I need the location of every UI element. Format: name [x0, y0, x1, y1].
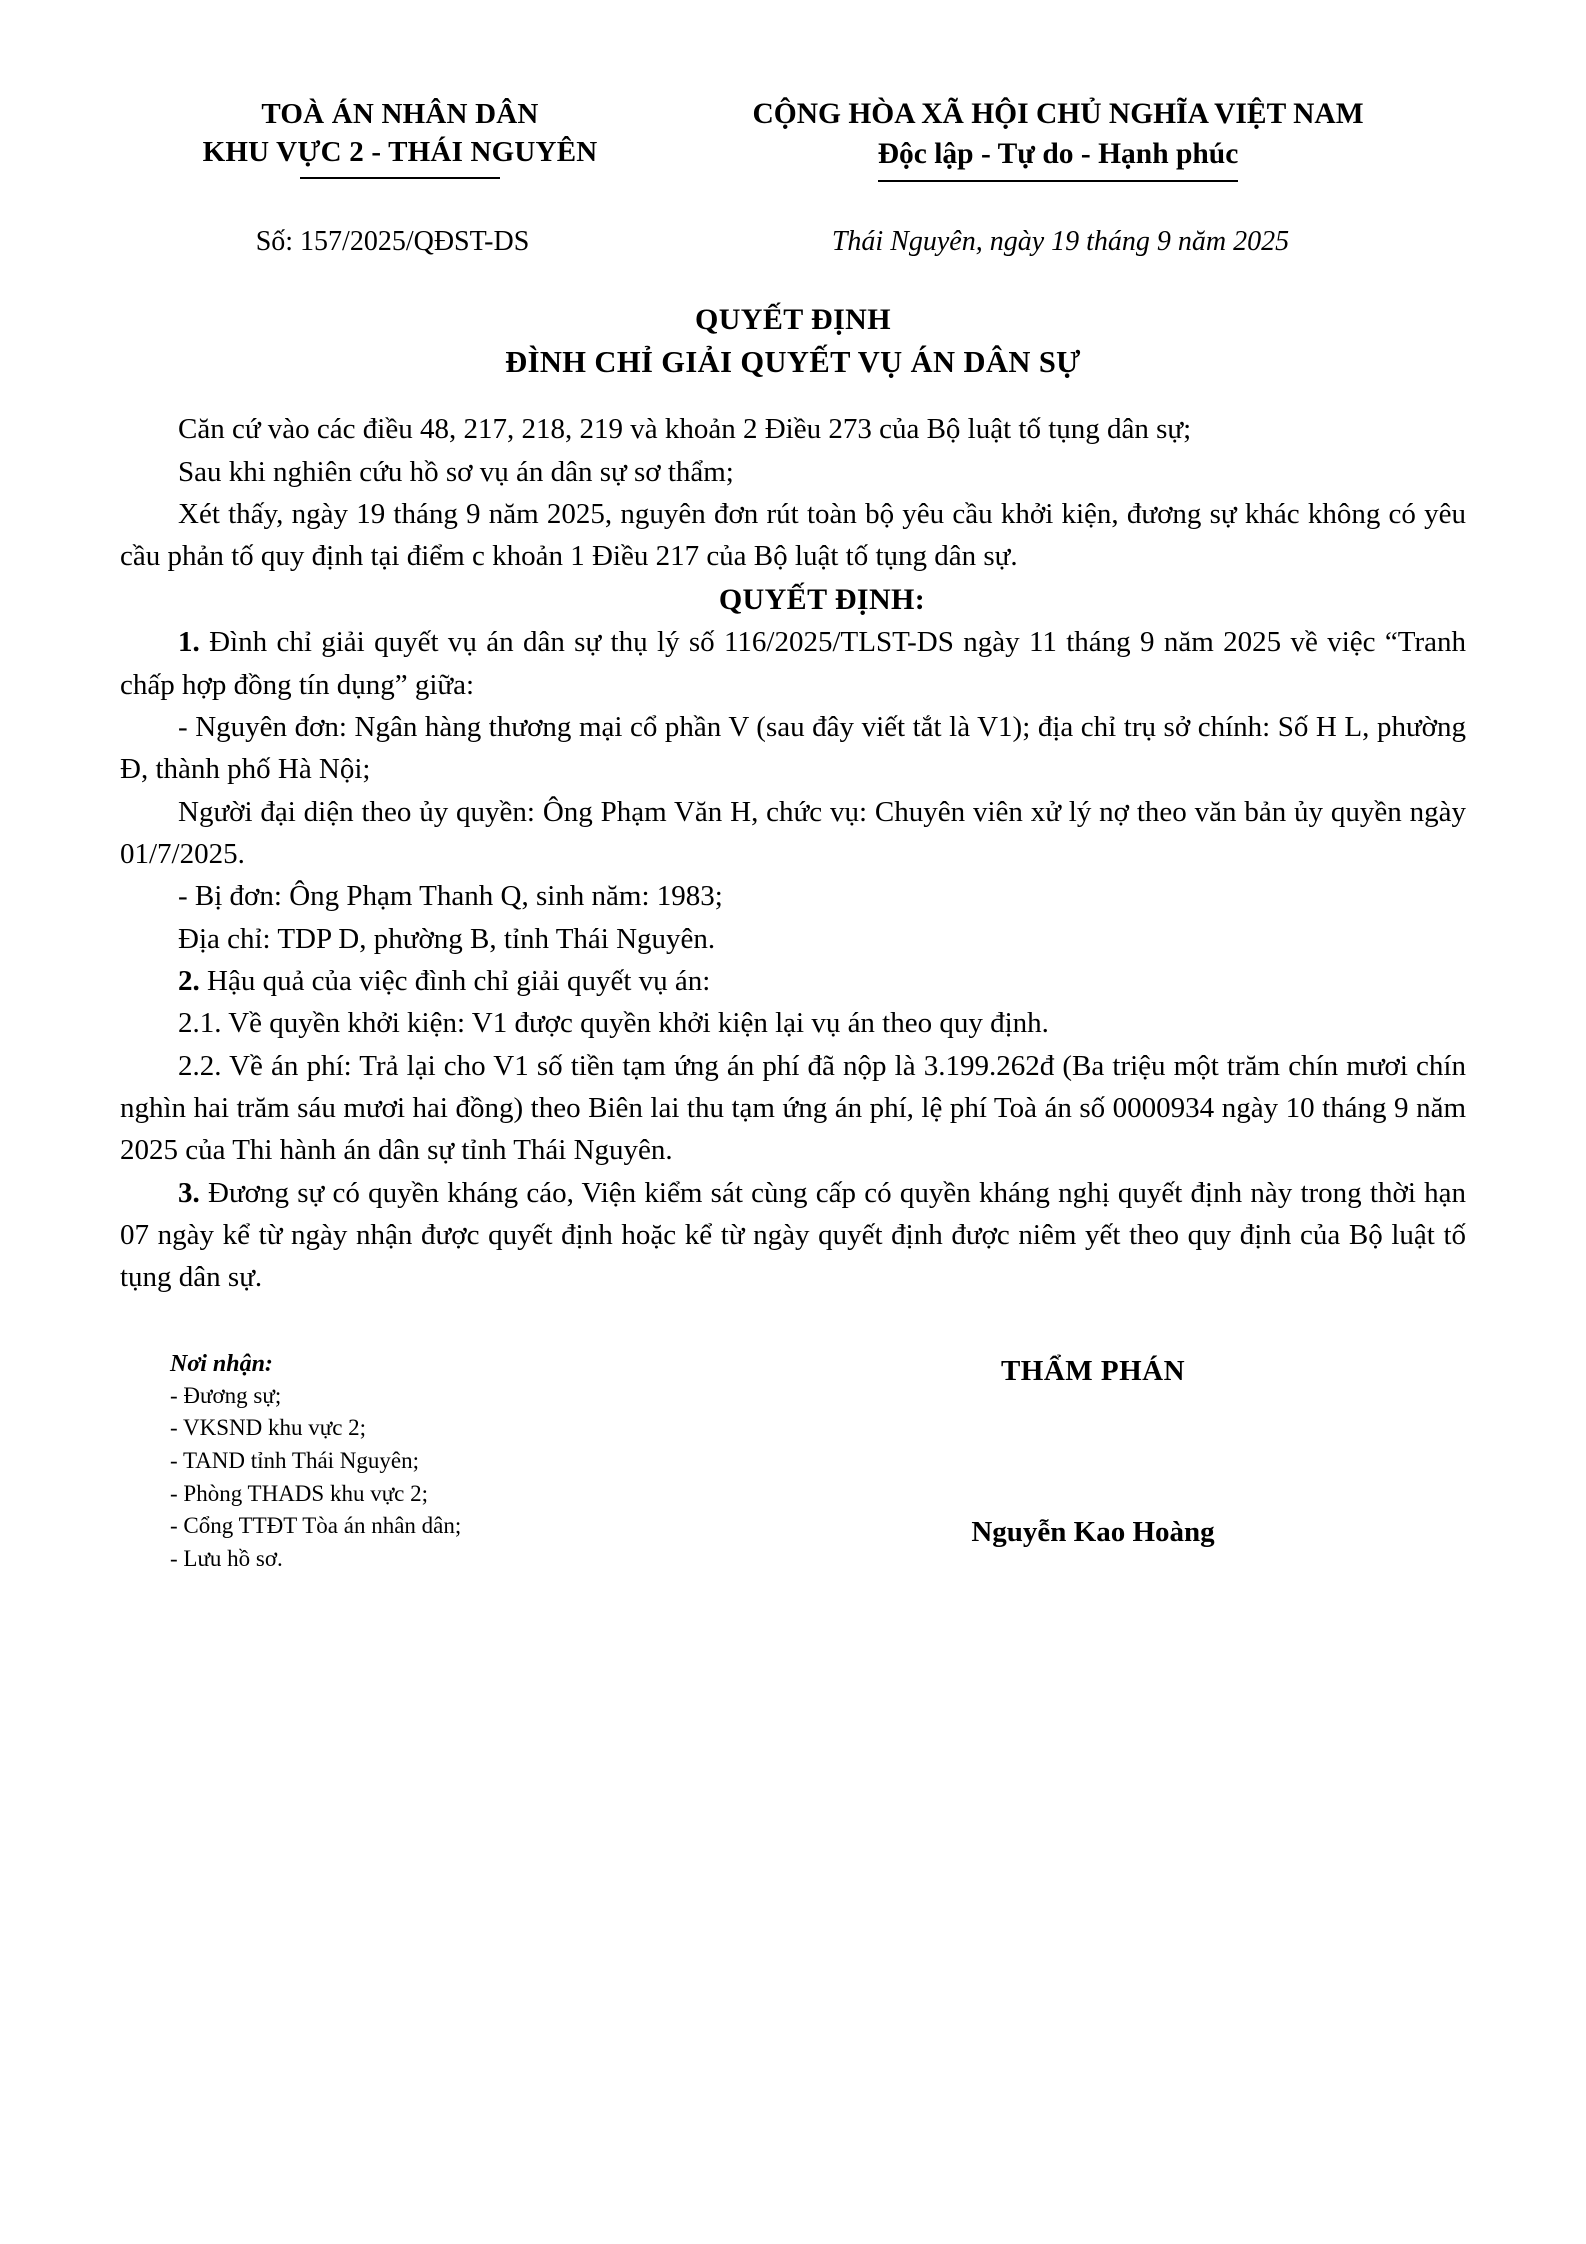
national-heading	[640, 95, 1466, 182]
paragraph-legal-basis: Căn cứ vào các điều 48, 217, 218, 219 và khoản 2 Điều 273 của Bộ luật tố tụng dân sự;	[178, 413, 1192, 446]
document-footer	[120, 1351, 1466, 1576]
recipients-list	[170, 1380, 760, 1576]
page-subtitle: ĐÌNH CHỈ GIẢI QUYẾT VỤ ÁN DÂN SỰ	[505, 344, 1081, 379]
decision-heading: QUYẾT ĐỊNH:	[718, 582, 926, 616]
document-title-block	[120, 300, 1466, 383]
party-representative: Người đại diện theo ủy quyền: Ông Phạm Văn H, chức vụ: Chuyên viên xử lý nợ theo văn bản ủy quyền ngày 01/7/2025.	[120, 795, 1466, 871]
decision-item-3-number: 3.	[178, 1176, 200, 1209]
decision-item-1	[120, 621, 1466, 706]
signer-title: THẨM PHÁN	[1000, 1354, 1186, 1387]
national-line-2: Độc lập - Tự do - Hạnh phúc	[877, 137, 1239, 170]
decision-item-2-1: 2.1. Về quyền khởi kiện: V1 được quyền khởi kiện lại vụ án theo quy định.	[178, 1007, 1049, 1040]
decision-item-2-2: 2.2. Về án phí: Trả lại cho V1 số tiền tạm ứng án phí đã nộp là 3.199.262đ (Ba triệu một trăm chín mươi chín nghìn hai trăm sáu mươi hai đồng) theo Biên lai thu tạm ứng án phí, lệ phí Toà án số 0000934 ngày 10 tháng 9 năm 2025 của Thi hành án dân sự tỉnh Thái Nguyên.	[120, 1049, 1466, 1167]
authority-underline	[300, 177, 500, 179]
decision-item-2-text: Hậu quả của việc đình chỉ giải quyết vụ án:	[199, 965, 711, 998]
recipients-title: Nơi nhận:	[170, 1350, 273, 1377]
document-header	[120, 95, 1466, 182]
authority-line-2: KHU VỰC 2 - THÁI NGUYÊN	[202, 136, 598, 169]
list-item: - VKSND khu vực 2;	[170, 1415, 367, 1441]
national-line-1: CỘNG HÒA XÃ HỘI CHỦ NGHĨA VIỆT NAM	[752, 98, 1364, 130]
paragraph-case-review: Sau khi nghiên cứu hồ sơ vụ án dân sự sơ thẩm;	[178, 455, 734, 488]
decision-item-3	[120, 1172, 1466, 1299]
list-item: - Lưu hồ sơ.	[170, 1545, 283, 1571]
list-item: - Phòng THADS khu vực 2;	[170, 1480, 429, 1506]
national-underline	[878, 180, 1238, 182]
document-number: Số: 157/2025/QĐST-DS	[255, 225, 530, 257]
list-item: - TAND tỉnh Thái Nguyên;	[170, 1447, 420, 1473]
party-defendant: - Bị đơn: Ông Phạm Thanh Q, sinh năm: 1983;	[178, 880, 723, 913]
recipients-block	[120, 1351, 760, 1576]
document-body	[120, 408, 1466, 1298]
page-title: QUYẾT ĐỊNH	[695, 302, 891, 336]
party-defendant-address: Địa chỉ: TDP D, phường B, tỉnh Thái Nguyên.	[178, 922, 716, 955]
signature-block	[760, 1351, 1466, 1576]
signer-name: Nguyễn Kao Hoàng	[971, 1515, 1215, 1548]
decision-item-2-number: 2.	[178, 965, 200, 998]
decision-item-1-text: Đình chỉ giải quyết vụ án dân sự thụ lý số 116/2025/TLST-DS ngày 11 tháng 9 năm 2025 về việc “Tranh chấp hợp đồng tín dụng” giữa:	[120, 626, 1466, 701]
document-meta-row	[120, 226, 1466, 258]
issuing-authority	[120, 95, 640, 179]
decision-item-3-text: Đương sự có quyền kháng cáo, Viện kiểm sát cùng cấp có quyền kháng nghị quyết định này trong thời hạn 07 ngày kể từ ngày nhận được quyết định hoặc kể từ ngày quyết định được niêm yết theo quy định của Bộ luật tố tụng dân sự.	[120, 1176, 1466, 1294]
party-plaintiff: - Nguyên đơn: Ngân hàng thương mại cổ phần V (sau đây viết tắt là V1); địa chỉ trụ sở chính: Số H L, phường Đ, thành phố Hà Nội;	[120, 711, 1466, 786]
authority-line-1: TOÀ ÁN NHÂN DÂN	[261, 98, 539, 130]
decision-item-1-number: 1.	[178, 626, 200, 659]
place-and-date: Thái Nguyên, ngày 19 tháng 9 năm 2025	[831, 225, 1290, 257]
decision-item-2	[120, 960, 1466, 1002]
list-item: - Cổng TTĐT Tòa án nhân dân;	[170, 1513, 462, 1539]
list-item: - Đương sự;	[170, 1382, 282, 1408]
paragraph-findings: Xét thấy, ngày 19 tháng 9 năm 2025, nguyên đơn rút toàn bộ yêu cầu khởi kiện, đương sự khác không có yêu cầu phản tố quy định tại điểm c khoản 1 Điều 217 của Bộ luật tố tụng dân sự.	[120, 497, 1466, 573]
